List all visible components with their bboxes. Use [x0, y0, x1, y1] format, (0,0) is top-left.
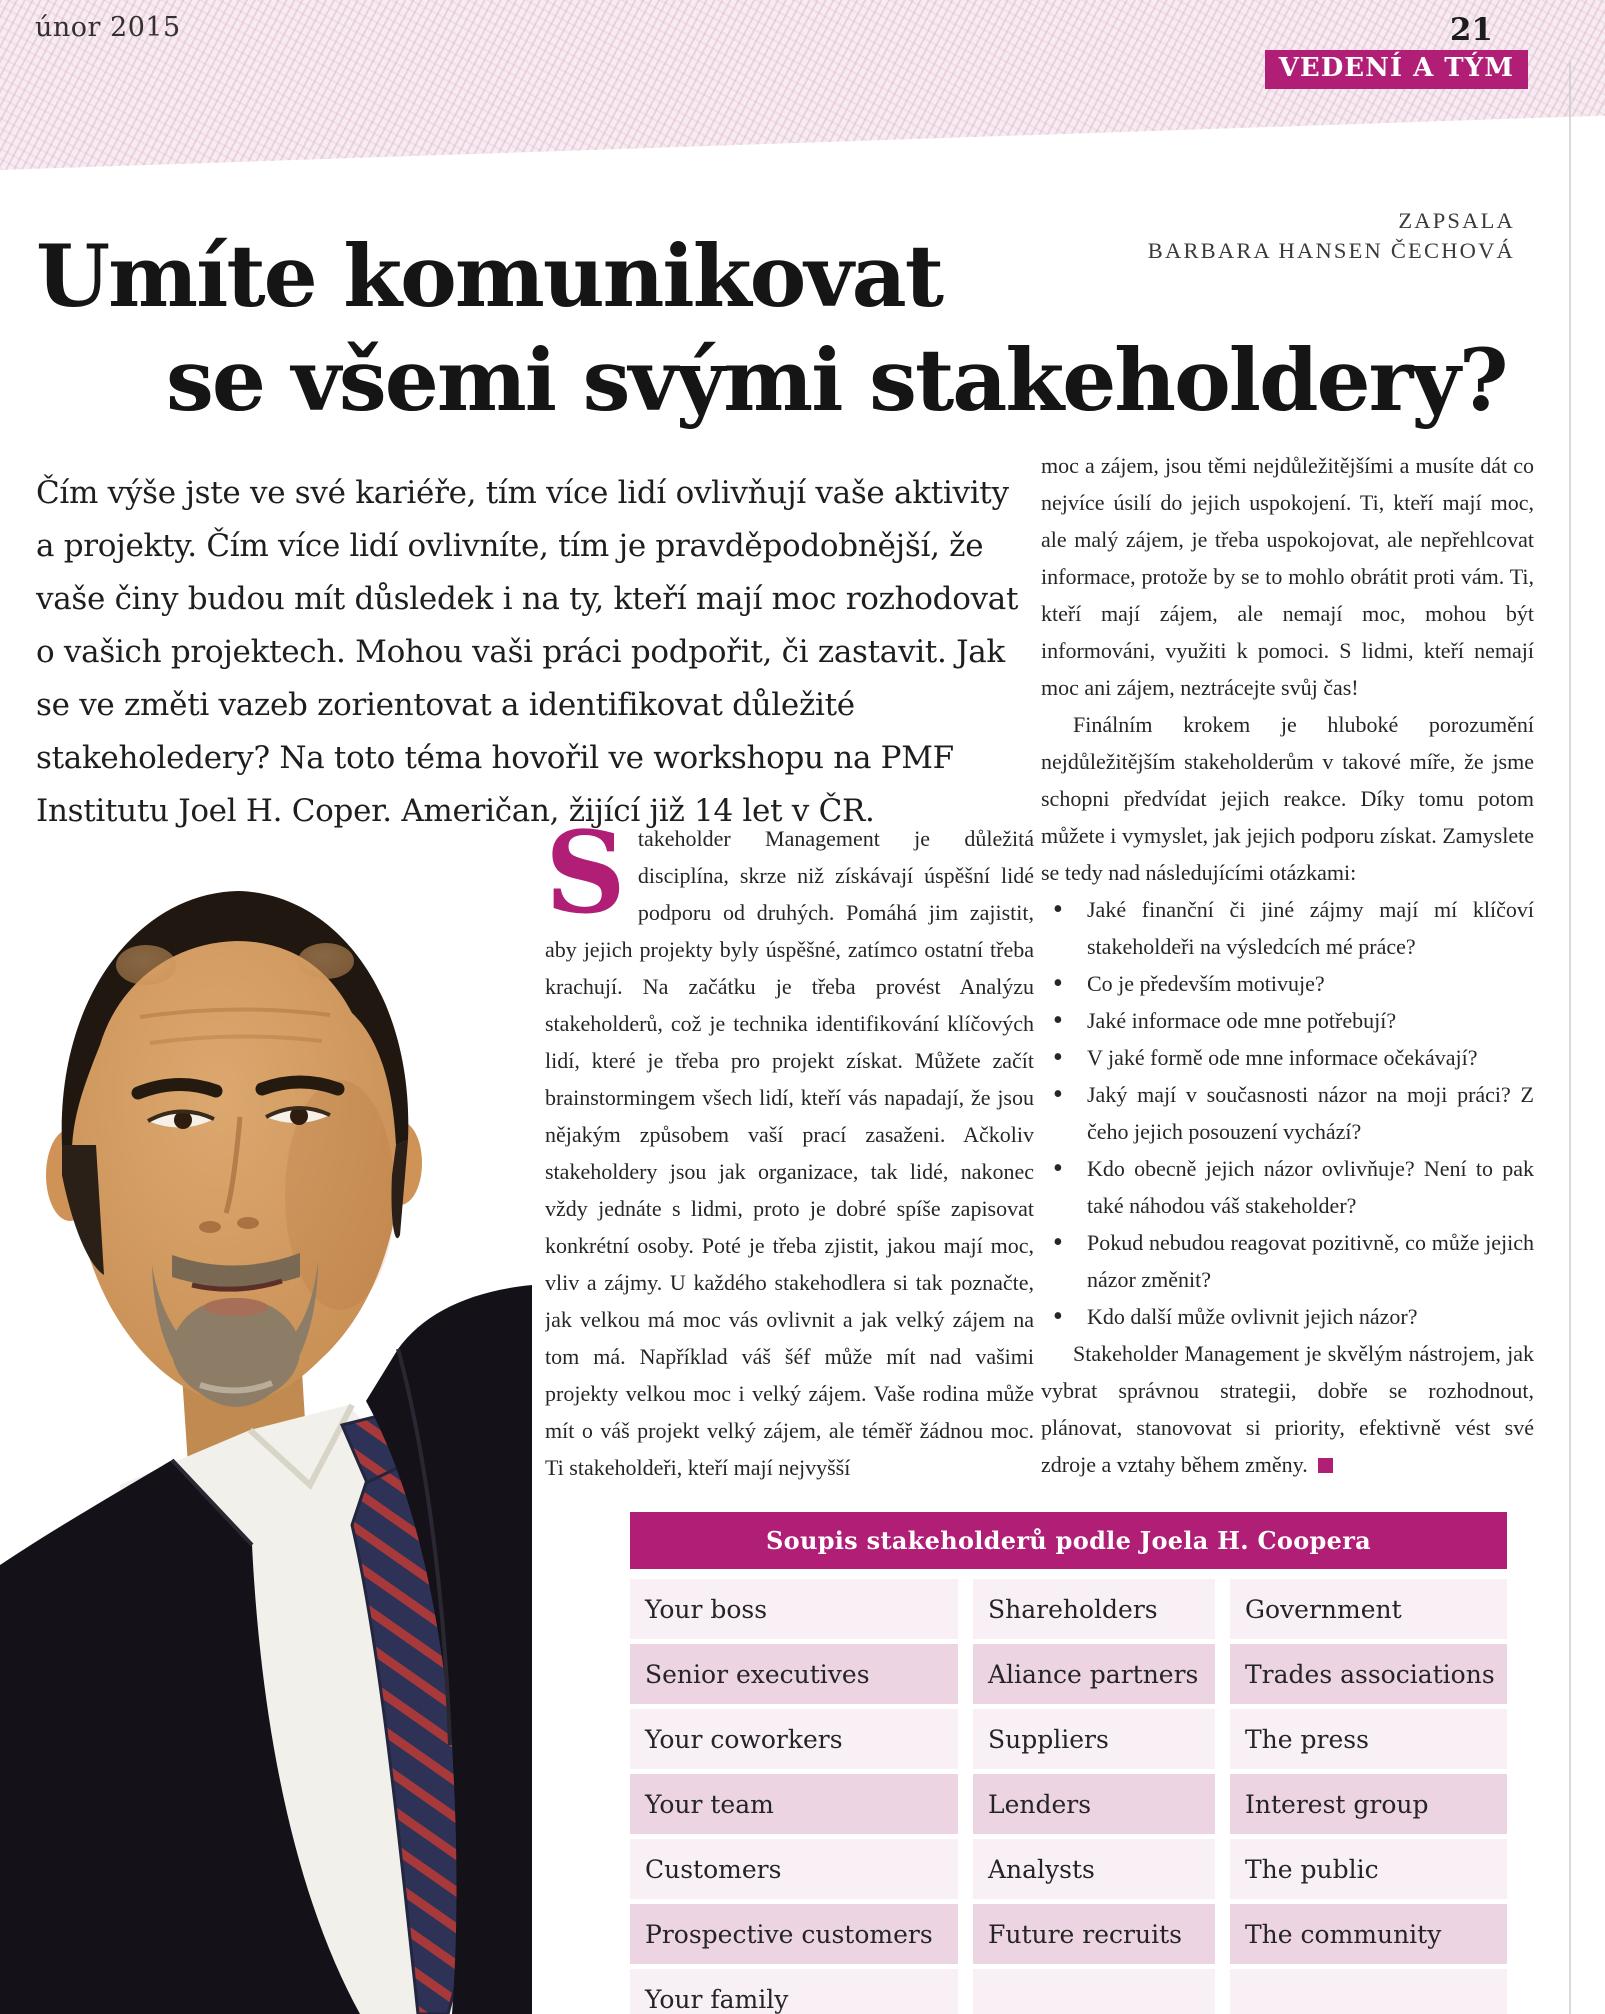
body-column-middle — [545, 820, 1034, 1510]
body-paragraph-mid — [545, 820, 1034, 1486]
body-paragraph-3-text: Stakeholder Management je skvělým nástrojem, jak vybrat správnou strategii, dobře se rozhodnout, plánovat, stanovovat si priority, efektivně vést své zdroje a vztahy během změny. — [1041, 1341, 1534, 1477]
bullet-item: • Pokud nebudou reagovat pozitivně, co může jejich názor změnit? — [1041, 1224, 1534, 1298]
issue-date: únor 2015 — [35, 12, 181, 43]
portrait-photo — [0, 845, 532, 2014]
table-cell: Analysts — [973, 1839, 1215, 1899]
body-paragraph-mid-text: takeholder Management je důležitá disciplína, skrze niž získávají úspěšní lidé podporu od druhých. Pomáhá jim zajistit, aby jejich projekty byly úspěšné, zatímco ostatní třeba krachují. Na začátku je třeba provést Analýzu stakeholderů, což je technika identifikování klíčových lidí, které je třeba pro projekt získat. Můžete začít brainstormingem všech lidí, kteří vás napadají, že jsou nějakým způsobem vaší prací zasaženi. Ačkoliv stakeholdery jsou jak organizace, tak lidé, nakonec vždy jednáte s lidmi, proto je dobré spíše zapisovat konkrétní osoby. Poté je třeba zjistit, jakou mají moc, vliv a zájmy. U každého stakehodlera si tak poznačte, jak velkou má moc vás ovlivnit a jak velký zájem na tom má. Například váš šéf může mít nad vašimi projekty velkou moc i velký zájem. Vaše rodina může mít o váš projekt velký zájem, ale téměř žádnou moc. Ti stakeholdeři, kteří mají nejvyšší — [545, 826, 1034, 1480]
byline-label: ZAPSALA — [1398, 208, 1515, 233]
stakeholder-table — [630, 1512, 1507, 2014]
table-cell: Suppliers — [973, 1709, 1215, 1769]
table-grid — [630, 1579, 1507, 2014]
table-cell: Government — [1230, 1579, 1507, 1639]
article-title-line2: se všemi svými stakeholdery? — [166, 330, 1507, 431]
table-cell: Your family — [630, 1969, 958, 2014]
drop-cap: S — [545, 820, 626, 939]
bullet-item: • Kdo další může ovlivnit jejich názor? — [1041, 1298, 1534, 1335]
bullet-item: • Kdo obecně jejich názor ovlivňuje? Není to pak také náhodou váš stakeholder? — [1041, 1150, 1534, 1224]
body-paragraph-2: Finálním krokem je hluboké porozumění nejdůležitějším stakeholderům v takové míře, že jsme schopni předvídat jejich reakce. Díky tomu potom můžete i vymyslet, jak jejich podporu získat. Zamyslete se tedy nad následujícími otázkami: — [1041, 712, 1534, 885]
lead-paragraph: Čím výše jste ve své kariéře, tím více lidí ovlivňují vaše aktivity a projekty. Čím více lidí ovlivníte, tím je pravděpodobnější, že vaše činy budou mít důsledek i na ty, kteří mají moc rozhodovat o vašich projektech. Mohou vaši práci podpořit, či zastavit. Jak se ve změti vazeb zorientovat a identifikovat důležité stakeholedery? Na toto téma hovořil ve workshopu na PMF Institutu Joel H. Coper. Američan, žijící již 14 let v ČR. — [36, 475, 1019, 829]
table-cell: The community — [1230, 1904, 1507, 1964]
table-cell: Interest group — [1230, 1774, 1507, 1834]
table-cell — [1230, 1969, 1507, 2014]
article-title-line1: Umíte komunikovat — [36, 226, 943, 327]
table-cell: Your boss — [630, 1579, 958, 1639]
section-badge: VEDENÍ A TÝM — [1265, 50, 1528, 89]
table-cell: Shareholders — [973, 1579, 1215, 1639]
table-cell: Your team — [630, 1774, 958, 1834]
table-cell: Aliance partners — [973, 1644, 1215, 1704]
bullet-item: • Jaký mají v současnosti názor na moji práci? Z čeho jejich posouzení vychází? — [1041, 1076, 1534, 1150]
bullet-item: • V jaké formě ode mne informace očekávají? — [1041, 1039, 1534, 1076]
scan-edge-line — [1569, 62, 1571, 2014]
body-column-right — [1041, 447, 1534, 1483]
table-cell: Lenders — [973, 1774, 1215, 1834]
byline — [1148, 206, 1515, 266]
table-cell: Future recruits — [973, 1904, 1215, 1964]
bullet-item: • Jaké finanční či jiné zájmy mají mí klíčoví stakeholdeři na výsledcích mé práce? — [1041, 891, 1534, 965]
table-cell: Senior executives — [630, 1644, 958, 1704]
byline-name: BARBARA HANSEN ČECHOVÁ — [1147, 238, 1515, 263]
table-cell: Your coworkers — [630, 1709, 958, 1769]
bullet-item: • Jaké informace ode mne potřebují? — [1041, 1002, 1534, 1039]
body-paragraph-3 — [1041, 1335, 1534, 1483]
table-title: Soupis stakeholderů podle Joela H. Coopera — [630, 1512, 1507, 1569]
page-number: 21 — [1449, 12, 1493, 48]
table-cell: Customers — [630, 1839, 958, 1899]
table-cell — [973, 1969, 1215, 2014]
question-bullet-list — [1041, 891, 1534, 1335]
table-cell: Prospective customers — [630, 1904, 958, 1964]
table-cell: Trades associations — [1230, 1644, 1507, 1704]
portrait-illustration — [0, 845, 532, 2014]
table-cell: The press — [1230, 1709, 1507, 1769]
end-mark — [1318, 1458, 1333, 1473]
bullet-item: • Co je především motivuje? — [1041, 965, 1534, 1002]
table-cell: The public — [1230, 1839, 1507, 1899]
body-paragraph-1: moc a zájem, jsou těmi nejdůležitějšími a musíte dát co nejvíce úsilí do jejich uspokojení. Ti, kteří mají moc, ale malý zájem, je třeba uspokojovat, ale nepřehlcovat informace, protože by se to mohlo obrátit proti vám. Ti, kteří mají zájem, ale nemají moc, mohou být informováni, využiti k pomoci. S lidmi, kteří nemají moc ani zájem, neztrácejte svůj čas! — [1041, 453, 1534, 700]
